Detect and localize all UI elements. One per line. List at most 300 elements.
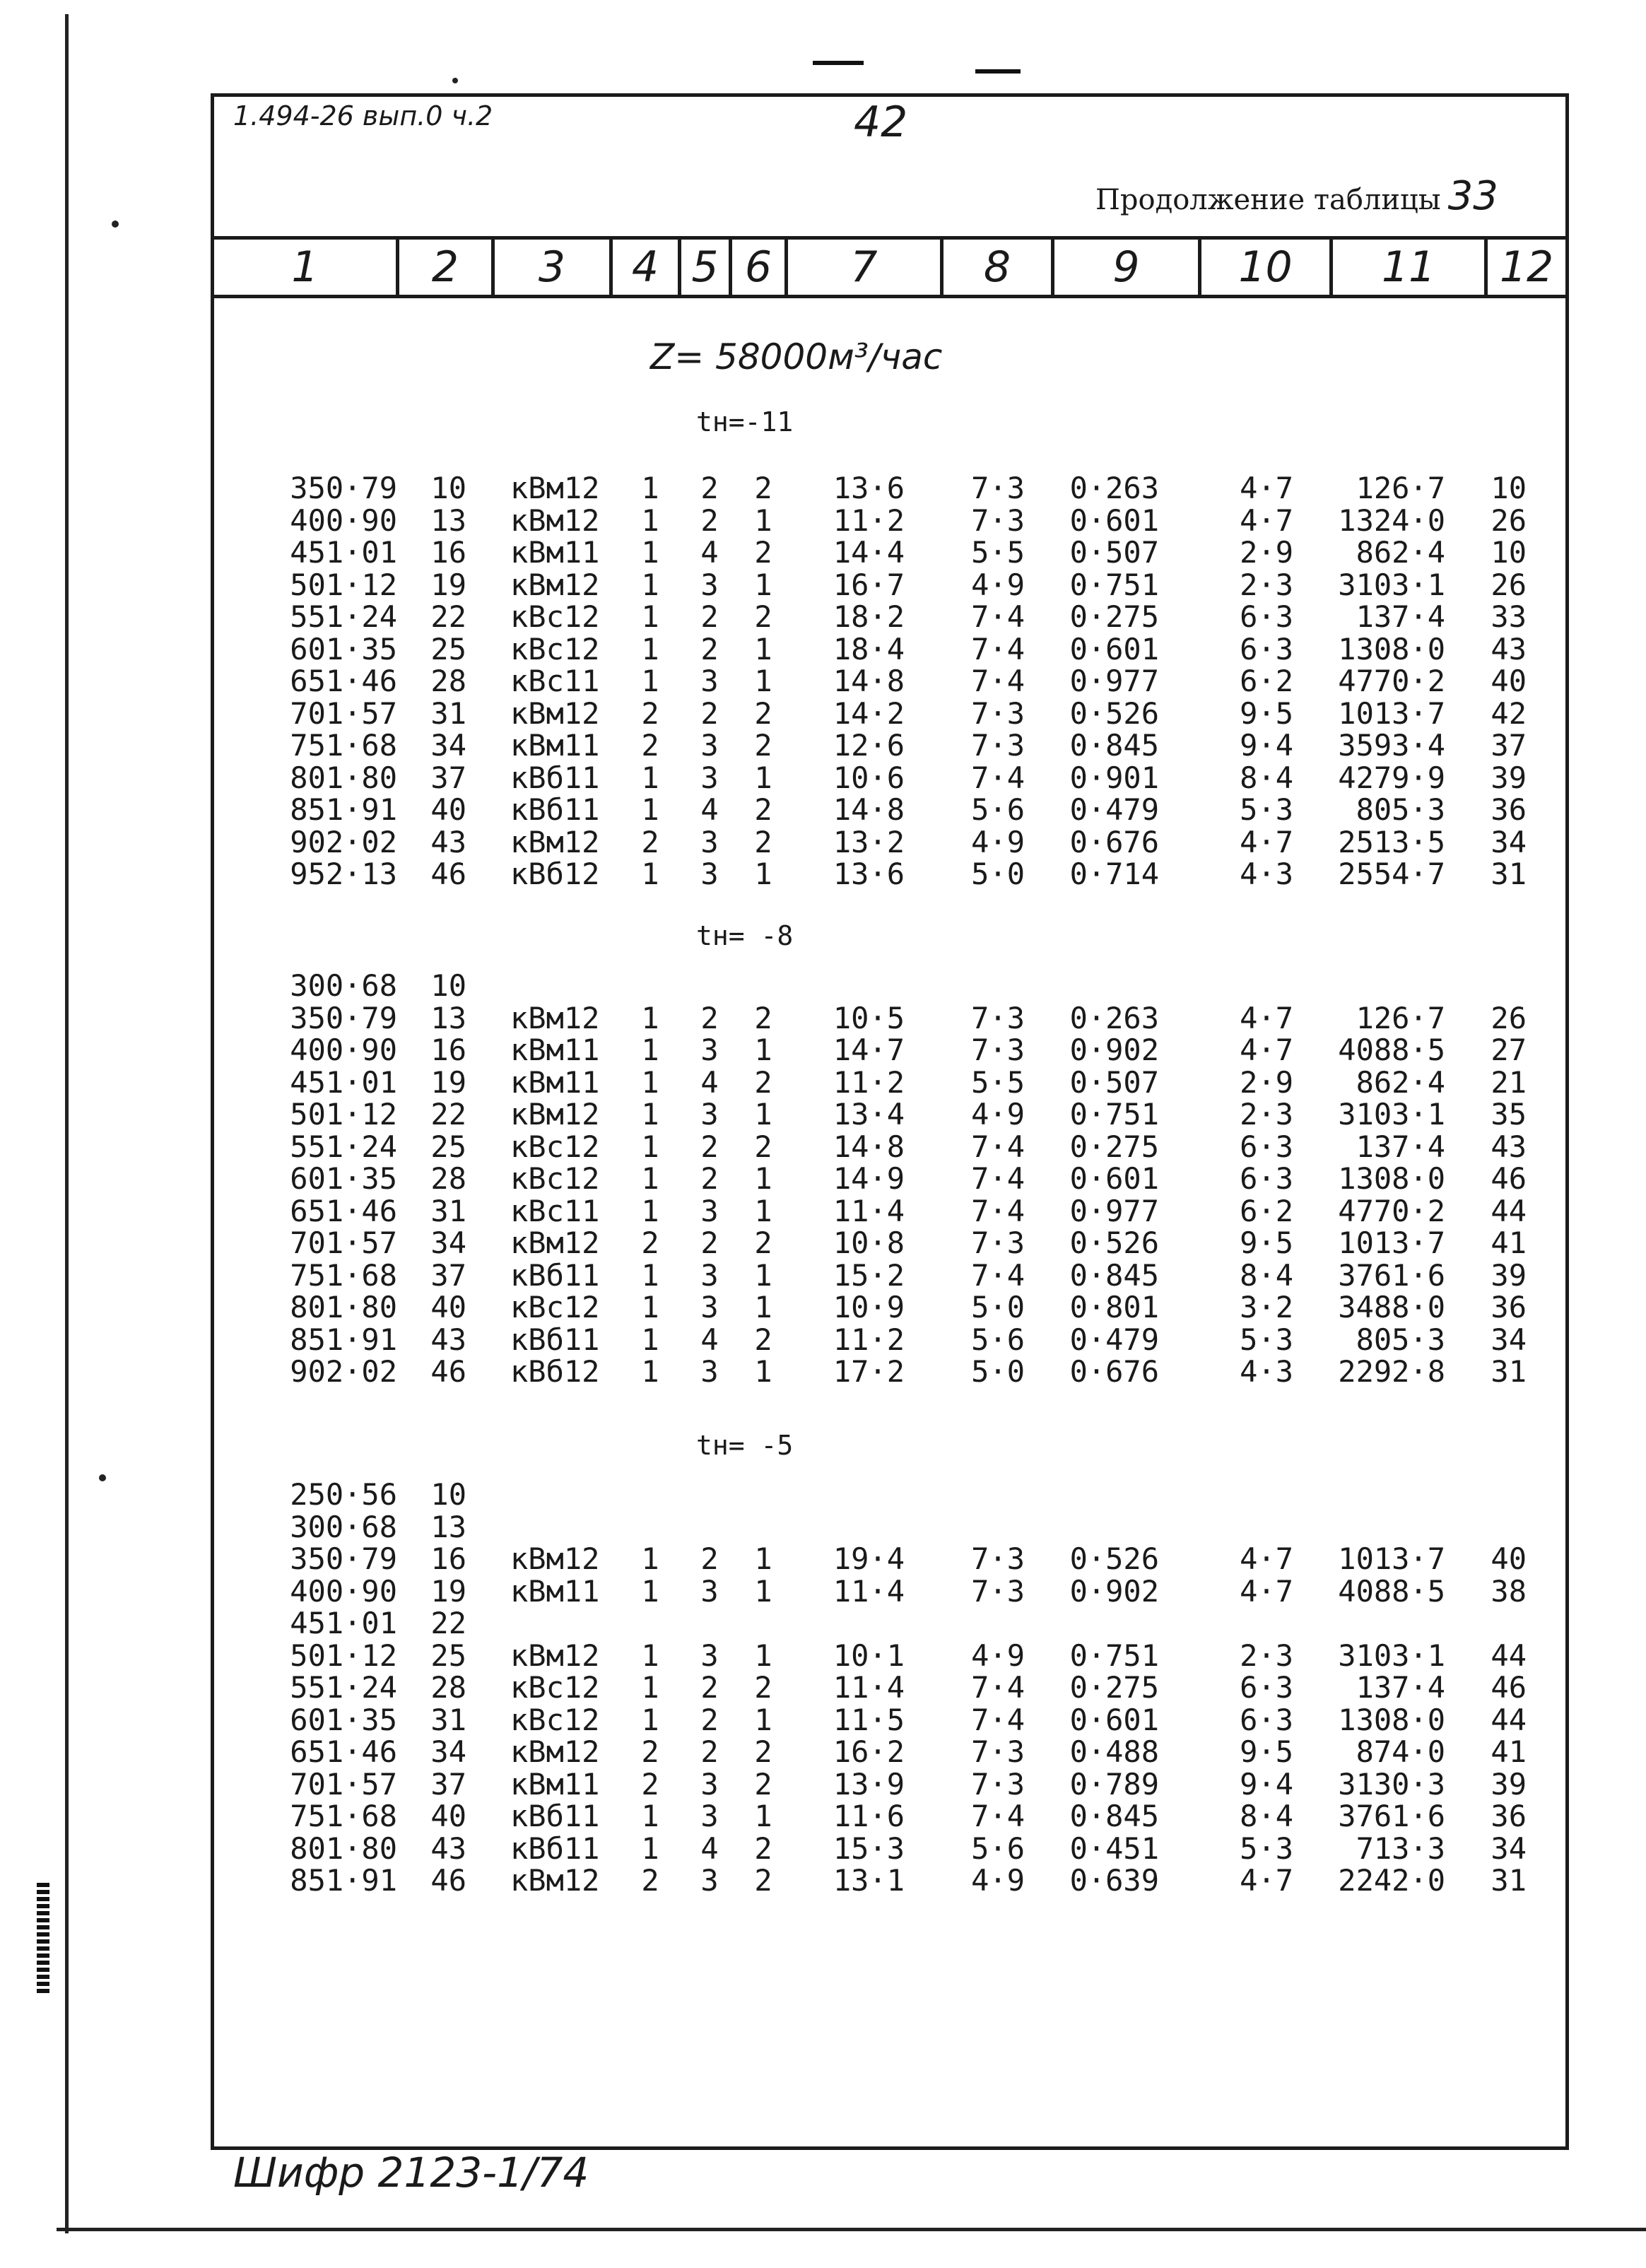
table-cell: 451·01 (290, 1606, 397, 1640)
table-cell: 0·676 (1069, 824, 1159, 859)
table-cell: кВб11 (510, 792, 600, 827)
table-cell: 2 (700, 1000, 719, 1035)
table-cell: 3 (700, 760, 719, 795)
table-cell: 1308·0 (1338, 631, 1445, 666)
table-cell: 7·4 (971, 1799, 1025, 1833)
table-cell: 2·9 (1240, 1064, 1293, 1100)
table-cell: 1 (754, 1097, 772, 1132)
column-header: 8 (943, 240, 1054, 295)
table-cell: 46 (1491, 1670, 1527, 1705)
table-cell: кВс12 (510, 1290, 600, 1324)
table-cell: 44 (1491, 1193, 1527, 1228)
table-cell: 4·3 (1240, 857, 1293, 891)
table-row (0, 1163, 1646, 1195)
top-mark (975, 69, 1021, 74)
table-cell: 13·9 (833, 1766, 905, 1802)
table-cell: 22 (430, 599, 466, 634)
table-cell: 6·3 (1240, 631, 1293, 666)
table-cell: кВс12 (510, 1670, 600, 1705)
table-cell: кВб11 (510, 1831, 600, 1866)
table-cell: 3 (700, 1354, 719, 1389)
table-cell: 9·5 (1240, 1226, 1293, 1260)
table-cell: 4·9 (971, 1638, 1025, 1673)
table-cell: кВм11 (510, 1033, 600, 1067)
table-cell: 43 (1491, 631, 1527, 666)
table-cell: 2 (754, 1766, 772, 1802)
table-cell: 11·2 (833, 1064, 905, 1100)
table-cell: 0·601 (1069, 1161, 1159, 1196)
table-cell: 7·3 (971, 1033, 1025, 1067)
table-cell: 1 (641, 1033, 659, 1067)
table-cell: 37 (430, 1766, 466, 1802)
table-cell: 3 (700, 567, 719, 602)
table-cell: 7·3 (971, 1226, 1025, 1260)
table-cell: 751·68 (290, 1799, 397, 1833)
table-cell: 2 (754, 824, 772, 859)
table-cell: 1 (641, 471, 659, 505)
table-cell: 1308·0 (1338, 1161, 1445, 1196)
table-row (0, 1195, 1646, 1228)
table-cell: 5·0 (971, 1290, 1025, 1324)
table-cell: 2 (641, 728, 659, 763)
table-cell: 1 (641, 1161, 659, 1196)
table-row (0, 569, 1646, 601)
table-cell: 11·4 (833, 1670, 905, 1705)
table-cell: 400·90 (290, 1573, 397, 1609)
table-cell: 2242·0 (1338, 1863, 1445, 1898)
table-cell: 3 (700, 1257, 719, 1293)
table-cell: 14·8 (833, 1129, 905, 1164)
table-cell: 0·845 (1069, 1257, 1159, 1293)
table-cell: 36 (1491, 1290, 1527, 1324)
table-cell: 2 (754, 1670, 772, 1705)
column-header: 2 (399, 240, 495, 295)
table-cell: 5·6 (971, 1322, 1025, 1357)
table-cell: 13 (430, 1000, 466, 1035)
table-cell: 1 (754, 1290, 772, 1324)
table-cell: 14·8 (833, 792, 905, 827)
table-cell: 713·3 (1356, 1831, 1445, 1866)
table-cell: 43 (430, 1831, 466, 1866)
table-cell: 2 (700, 1670, 719, 1705)
table-cell: 3 (700, 1097, 719, 1132)
table-cell: 2 (700, 631, 719, 666)
table-cell: 1 (641, 857, 659, 891)
table-cell: 137·4 (1356, 1670, 1445, 1705)
table-cell: 1 (754, 1573, 772, 1609)
table-cell: 801·80 (290, 1290, 397, 1324)
table-cell: 8·4 (1240, 1257, 1293, 1293)
table-cell: 25 (430, 631, 466, 666)
column-header: 1 (214, 240, 399, 295)
table-cell: 14·8 (833, 664, 905, 698)
table-cell: 1 (641, 1257, 659, 1293)
table-cell: 2 (754, 471, 772, 505)
table-cell: кВб11 (510, 1799, 600, 1833)
table-cell: 25 (430, 1129, 466, 1164)
table-cell: 25 (430, 1638, 466, 1673)
table-cell: 0·751 (1069, 1638, 1159, 1673)
table-cell: 31 (430, 1193, 466, 1228)
table-row (0, 633, 1646, 666)
table-row (0, 1736, 1646, 1768)
table-row (0, 536, 1646, 569)
table-cell: 10·5 (833, 1000, 905, 1035)
table-row (0, 729, 1646, 762)
table-cell: 805·3 (1356, 792, 1445, 827)
table-cell: 10·9 (833, 1290, 905, 1324)
table-cell: 1 (641, 1000, 659, 1035)
table-cell: 15·2 (833, 1257, 905, 1293)
table-cell: 22 (430, 1606, 466, 1640)
table-cell: 350·79 (290, 471, 397, 505)
table-cell: 5·0 (971, 1354, 1025, 1389)
table-row (0, 665, 1646, 698)
table-cell: 7·4 (971, 1161, 1025, 1196)
table-cell: 7·4 (971, 631, 1025, 666)
table-cell: 46 (430, 1863, 466, 1898)
table-row (0, 762, 1646, 794)
table-cell: 2292·8 (1338, 1354, 1445, 1389)
table-cell: кВм12 (510, 567, 600, 602)
table-cell: 1 (641, 1799, 659, 1833)
table-cell: 1 (641, 1702, 659, 1737)
table-cell: 26 (1491, 567, 1527, 602)
table-cell: 39 (1491, 1257, 1527, 1293)
table-cell: 4·7 (1240, 503, 1293, 538)
table-cell: 4·9 (971, 1863, 1025, 1898)
table-cell: 2 (700, 1226, 719, 1260)
table-cell: 10·6 (833, 760, 905, 795)
table-cell: кВм11 (510, 728, 600, 763)
table-row (0, 1800, 1646, 1833)
table-cell: 35 (1491, 1097, 1527, 1132)
table-cell: 2513·5 (1338, 824, 1445, 859)
table-cell: 7·4 (971, 760, 1025, 795)
table-cell: 13 (430, 503, 466, 538)
table-cell: 16·2 (833, 1734, 905, 1769)
table-cell: 3 (700, 1766, 719, 1802)
table-cell: 0·526 (1069, 1226, 1159, 1260)
table-cell: 10 (1491, 471, 1527, 505)
table-cell: 2 (754, 728, 772, 763)
table-cell: 701·57 (290, 1766, 397, 1802)
table-cell: 4·7 (1240, 1541, 1293, 1576)
table-cell: 1 (641, 1831, 659, 1866)
table-cell: 19 (430, 1064, 466, 1100)
table-cell: 2 (754, 1863, 772, 1898)
table-cell: 4 (700, 535, 719, 570)
table-cell: 2·3 (1240, 567, 1293, 602)
table-cell: 2 (754, 792, 772, 827)
column-header: 6 (732, 240, 788, 295)
table-cell: 4·7 (1240, 824, 1293, 859)
table-cell: 19·4 (833, 1541, 905, 1576)
table-cell: кВс12 (510, 631, 600, 666)
table-cell: кВб11 (510, 1257, 600, 1293)
table-cell: 1324·0 (1338, 503, 1445, 538)
table-cell: 3488·0 (1338, 1290, 1445, 1324)
table-row (0, 601, 1646, 633)
table-row (0, 794, 1646, 826)
table-cell: 6·3 (1240, 1161, 1293, 1196)
table-cell: 805·3 (1356, 1322, 1445, 1357)
table-cell: 1 (754, 1638, 772, 1673)
table-cell: 5·6 (971, 792, 1025, 827)
table-cell: 28 (430, 1161, 466, 1196)
table-cell: кВм12 (510, 1863, 600, 1898)
table-cell: 31 (430, 695, 466, 731)
table-cell: 1 (641, 664, 659, 698)
table-row (0, 1356, 1646, 1388)
table-cell: 1 (641, 503, 659, 538)
table-cell: 5·5 (971, 535, 1025, 570)
table-cell: 28 (430, 1670, 466, 1705)
table-cell: 4·7 (1240, 1573, 1293, 1609)
table-cell: 11·4 (833, 1573, 905, 1609)
table-cell: 36 (1491, 792, 1527, 827)
table-cell: 0·751 (1069, 567, 1159, 602)
table-cell: 3 (700, 1573, 719, 1609)
table-cell: кВм12 (510, 1226, 600, 1260)
flow-rate-title (650, 336, 942, 377)
table-cell: 5·6 (971, 1831, 1025, 1866)
table-cell: 21 (1491, 1064, 1527, 1100)
table-cell: 8·4 (1240, 1799, 1293, 1833)
table-cell: 952·13 (290, 857, 397, 891)
table-cell: кВс11 (510, 1193, 600, 1228)
scan-speck (452, 78, 458, 83)
table-cell: 2 (754, 1226, 772, 1260)
table-cell: 37 (430, 1257, 466, 1293)
table-cell: 43 (430, 1322, 466, 1357)
table-cell: 902·02 (290, 1354, 397, 1389)
table-cell: 0·526 (1069, 1541, 1159, 1576)
table-cell: 400·90 (290, 1033, 397, 1067)
table-cell: 11·4 (833, 1193, 905, 1228)
section-title: tн=-11 (696, 406, 794, 437)
table-cell: 13·4 (833, 1097, 905, 1132)
table-cell: 1 (754, 760, 772, 795)
table-cell: 0·789 (1069, 1766, 1159, 1802)
table-cell: 0·451 (1069, 1831, 1159, 1866)
table-cell: 14·9 (833, 1161, 905, 1196)
table-cell: 2 (641, 1734, 659, 1769)
table-cell: 1 (754, 857, 772, 891)
table-cell: 501·12 (290, 1097, 397, 1132)
table-cell: 0·901 (1069, 760, 1159, 795)
table-cell: 4 (700, 792, 719, 827)
table-cell: 0·263 (1069, 1000, 1159, 1035)
table-cell: 7·3 (971, 1541, 1025, 1576)
table-cell: 0·275 (1069, 1129, 1159, 1164)
table-row (0, 1227, 1646, 1259)
table-cell: кВм12 (510, 1734, 600, 1769)
table-cell: 2 (754, 535, 772, 570)
table-cell: 862·4 (1356, 1064, 1445, 1100)
table-cell: 5·0 (971, 857, 1025, 891)
table-cell: 15·3 (833, 1831, 905, 1866)
table-cell: 551·24 (290, 1670, 397, 1705)
table-cell: 1 (641, 631, 659, 666)
table-cell: 1 (641, 1573, 659, 1609)
table-cell: 1 (641, 1097, 659, 1132)
table-cell: 2 (641, 695, 659, 731)
table-cell: 2 (641, 824, 659, 859)
table-cell: 4 (700, 1322, 719, 1357)
table-cell: 2 (754, 1129, 772, 1164)
table-cell: 17·2 (833, 1354, 905, 1389)
table-cell: 3 (700, 824, 719, 859)
table-cell: 7·3 (971, 1766, 1025, 1802)
table-cell: 39 (1491, 1766, 1527, 1802)
table-cell: 43 (1491, 1129, 1527, 1164)
table-cell: 3 (700, 1799, 719, 1833)
table-cell: 651·46 (290, 1193, 397, 1228)
table-row (0, 1291, 1646, 1324)
table-cell: 9·4 (1240, 1766, 1293, 1802)
table-cell: 701·57 (290, 695, 397, 731)
table-cell: 1 (641, 1354, 659, 1389)
table-cell: 22 (430, 1097, 466, 1132)
table-cell: 3103·1 (1338, 1638, 1445, 1673)
table-cell: 1 (754, 1033, 772, 1067)
table-cell: 7·3 (971, 695, 1025, 731)
table-cell: 651·46 (290, 664, 397, 698)
table-cell: 31 (430, 1702, 466, 1737)
table-cell: 39 (1491, 760, 1527, 795)
table-cell: кВм12 (510, 503, 600, 538)
table-cell: 1013·7 (1338, 695, 1445, 731)
table-cell: кВб12 (510, 1354, 600, 1389)
table-cell: 40 (430, 792, 466, 827)
table-cell: 1 (641, 567, 659, 602)
table-row (0, 472, 1646, 505)
column-header: 5 (681, 240, 732, 295)
section-title: tн= -5 (696, 1430, 794, 1461)
table-row (0, 1324, 1646, 1356)
table-cell: 19 (430, 1573, 466, 1609)
table-cell: 601·35 (290, 1161, 397, 1196)
table-cell: 1 (641, 760, 659, 795)
table-cell: 37 (1491, 728, 1527, 763)
table-cell: 2·3 (1240, 1638, 1293, 1673)
table-row (0, 1671, 1646, 1704)
table-cell: 11·5 (833, 1702, 905, 1737)
table-cell: 7·3 (971, 728, 1025, 763)
table-cell: 0·639 (1069, 1863, 1159, 1898)
table-cell: 1 (754, 503, 772, 538)
table-cell: 3 (700, 1863, 719, 1898)
table-cell: 14·2 (833, 695, 905, 731)
table-cell: 34 (430, 728, 466, 763)
table-cell: 1013·7 (1338, 1226, 1445, 1260)
table-row (0, 1543, 1646, 1575)
table-cell: кВм12 (510, 1000, 600, 1035)
table-cell: 2 (700, 695, 719, 731)
table-cell: 2 (754, 1734, 772, 1769)
table-cell: 0·601 (1069, 631, 1159, 666)
table-cell: 4·9 (971, 1097, 1025, 1132)
table-cell: 601·35 (290, 1702, 397, 1737)
table-row (0, 1034, 1646, 1067)
table-cell: 2 (641, 1863, 659, 1898)
table-cell: 4 (700, 1831, 719, 1866)
table-cell: кВм12 (510, 824, 600, 859)
table-cell: 3593·4 (1338, 728, 1445, 763)
table-cell: кВс12 (510, 1702, 600, 1737)
table-cell: 6·2 (1240, 1193, 1293, 1228)
table-cell: 0·275 (1069, 1670, 1159, 1705)
table-cell: 801·80 (290, 760, 397, 795)
table-cell: 2 (754, 1831, 772, 1866)
table-cell: 31 (1491, 857, 1527, 891)
table-cell: кВм12 (510, 1638, 600, 1673)
table-cell: 1 (641, 1541, 659, 1576)
binding-mark (37, 1880, 49, 1993)
table-cell: 2554·7 (1338, 857, 1445, 891)
table-cell: 4·7 (1240, 1000, 1293, 1035)
table-cell: 0·751 (1069, 1097, 1159, 1132)
table-cell: 1 (754, 567, 772, 602)
table-cell: 10 (430, 1477, 466, 1512)
table-row (0, 1131, 1646, 1163)
table-cell: 5·5 (971, 1064, 1025, 1100)
table-cell: 41 (1491, 1226, 1527, 1260)
table-cell: 0·801 (1069, 1290, 1159, 1324)
column-header: 10 (1201, 240, 1333, 295)
table-cell: 3 (700, 1638, 719, 1673)
table-row (0, 1479, 1646, 1511)
table-cell: 0·902 (1069, 1033, 1159, 1067)
table-cell: 3761·6 (1338, 1257, 1445, 1293)
table-cell: 2 (641, 1226, 659, 1260)
table-cell: 3 (700, 857, 719, 891)
table-cell: 2 (641, 1766, 659, 1802)
table-row (0, 1575, 1646, 1608)
table-cell: 300·68 (290, 968, 397, 1003)
table-cell: 551·24 (290, 1129, 397, 1164)
table-row (0, 1640, 1646, 1672)
table-cell: 37 (430, 760, 466, 795)
table-cell: 13·1 (833, 1863, 905, 1898)
table-cell: 6·3 (1240, 1129, 1293, 1164)
table-cell: 7·4 (971, 1257, 1025, 1293)
table-cell: 0·479 (1069, 792, 1159, 827)
table-cell: 501·12 (290, 567, 397, 602)
table-cell: кВм11 (510, 1064, 600, 1100)
table-cell: 137·4 (1356, 1129, 1445, 1164)
table-cell: 4770·2 (1338, 664, 1445, 698)
table-cell: 400·90 (290, 503, 397, 538)
table-cell: 3·2 (1240, 1290, 1293, 1324)
table-cell: 2 (700, 1541, 719, 1576)
table-cell: 7·3 (971, 1000, 1025, 1035)
table-cell: 1 (641, 1670, 659, 1705)
table-cell: 851·91 (290, 1322, 397, 1357)
table-cell: 18·2 (833, 599, 905, 634)
table-cell: 44 (1491, 1638, 1527, 1673)
top-mark (813, 61, 864, 65)
table-cell: 7·4 (971, 599, 1025, 634)
table-cell: 1 (754, 1702, 772, 1737)
table-cell: 10·1 (833, 1638, 905, 1673)
table-cell: 5·3 (1240, 1831, 1293, 1866)
table-cell: кВс12 (510, 1129, 600, 1164)
table-cell: 7·4 (971, 1193, 1025, 1228)
table-cell: 14·7 (833, 1033, 905, 1067)
table-cell: 11·6 (833, 1799, 905, 1833)
